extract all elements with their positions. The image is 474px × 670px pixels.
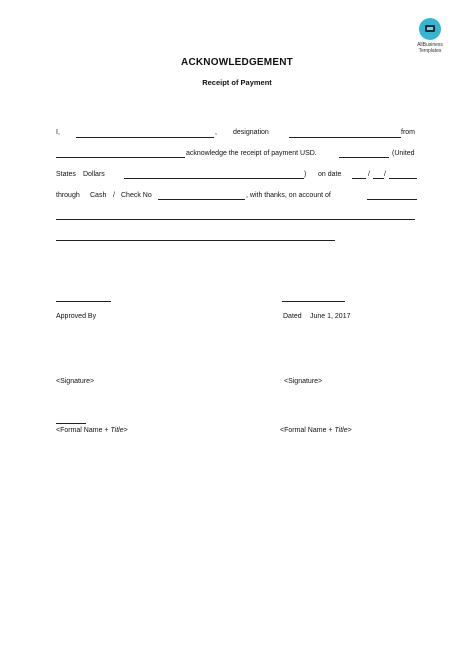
formal-close-left: >	[123, 427, 128, 434]
formal-name-right-text: <Formal Name +	[280, 427, 335, 434]
dated-label: Dated	[283, 313, 302, 320]
page-subtitle: Receipt of Payment	[202, 78, 272, 87]
check-number-field[interactable]	[158, 199, 245, 200]
check-no-label: Check No	[121, 192, 152, 199]
amount-words-field[interactable]	[124, 178, 304, 179]
designation-field[interactable]	[289, 137, 401, 138]
dollars-text: Dollars	[83, 171, 105, 178]
amount-usd-field[interactable]	[339, 157, 389, 158]
approved-by-label: Approved By	[56, 313, 97, 320]
formal-title-right: Title	[334, 427, 348, 434]
united-text: (United	[392, 150, 415, 157]
date-day-field[interactable]	[352, 178, 366, 179]
through-text: through	[56, 192, 80, 199]
close-paren-text: )	[304, 171, 307, 178]
on-date-label: on date	[318, 171, 342, 178]
acknowledge-text: acknowledge the receipt of payment USD.	[186, 150, 317, 157]
logo-text-line1: AllBusiness	[417, 42, 443, 48]
date-slash-1: /	[368, 171, 370, 178]
formal-name-right	[280, 426, 352, 435]
date-year-field[interactable]	[389, 178, 417, 179]
states-text: States	[56, 171, 76, 178]
signature-left: <Signature>	[56, 378, 95, 385]
date-month-field[interactable]	[373, 178, 384, 179]
formal-name-left	[56, 426, 128, 435]
date-slash-2: /	[384, 171, 386, 178]
designation-label: designation	[233, 129, 269, 136]
row1-comma: ,	[215, 129, 217, 136]
formal-title-left: Title	[110, 427, 124, 434]
formal-close-right: >	[347, 427, 352, 434]
account-field-line-3[interactable]	[56, 240, 335, 241]
approved-by-field[interactable]	[56, 301, 111, 302]
formal-name-left-text: <Formal Name +	[56, 427, 111, 434]
recipient-name-field[interactable]	[76, 137, 214, 138]
dated-field[interactable]	[282, 301, 345, 302]
row1-prefix: I,	[56, 129, 60, 136]
logo	[409, 18, 451, 54]
dated-value: June 1, 2017	[310, 313, 351, 320]
laptop-icon	[419, 18, 441, 40]
page-title: ACKNOWLEDGEMENT	[181, 57, 293, 68]
signature-right: <Signature>	[284, 378, 323, 385]
account-field-start[interactable]	[367, 199, 417, 200]
slash-text: /	[113, 192, 115, 199]
account-field-line-2[interactable]	[56, 219, 415, 220]
payer-name-field[interactable]	[56, 157, 185, 158]
cash-text: Cash	[90, 192, 107, 199]
formal-name-left-line[interactable]	[56, 423, 86, 424]
logo-text-line2: Templates	[418, 48, 442, 54]
from-label: from	[401, 129, 415, 136]
with-thanks-text: , with thanks, on account of	[246, 192, 331, 199]
